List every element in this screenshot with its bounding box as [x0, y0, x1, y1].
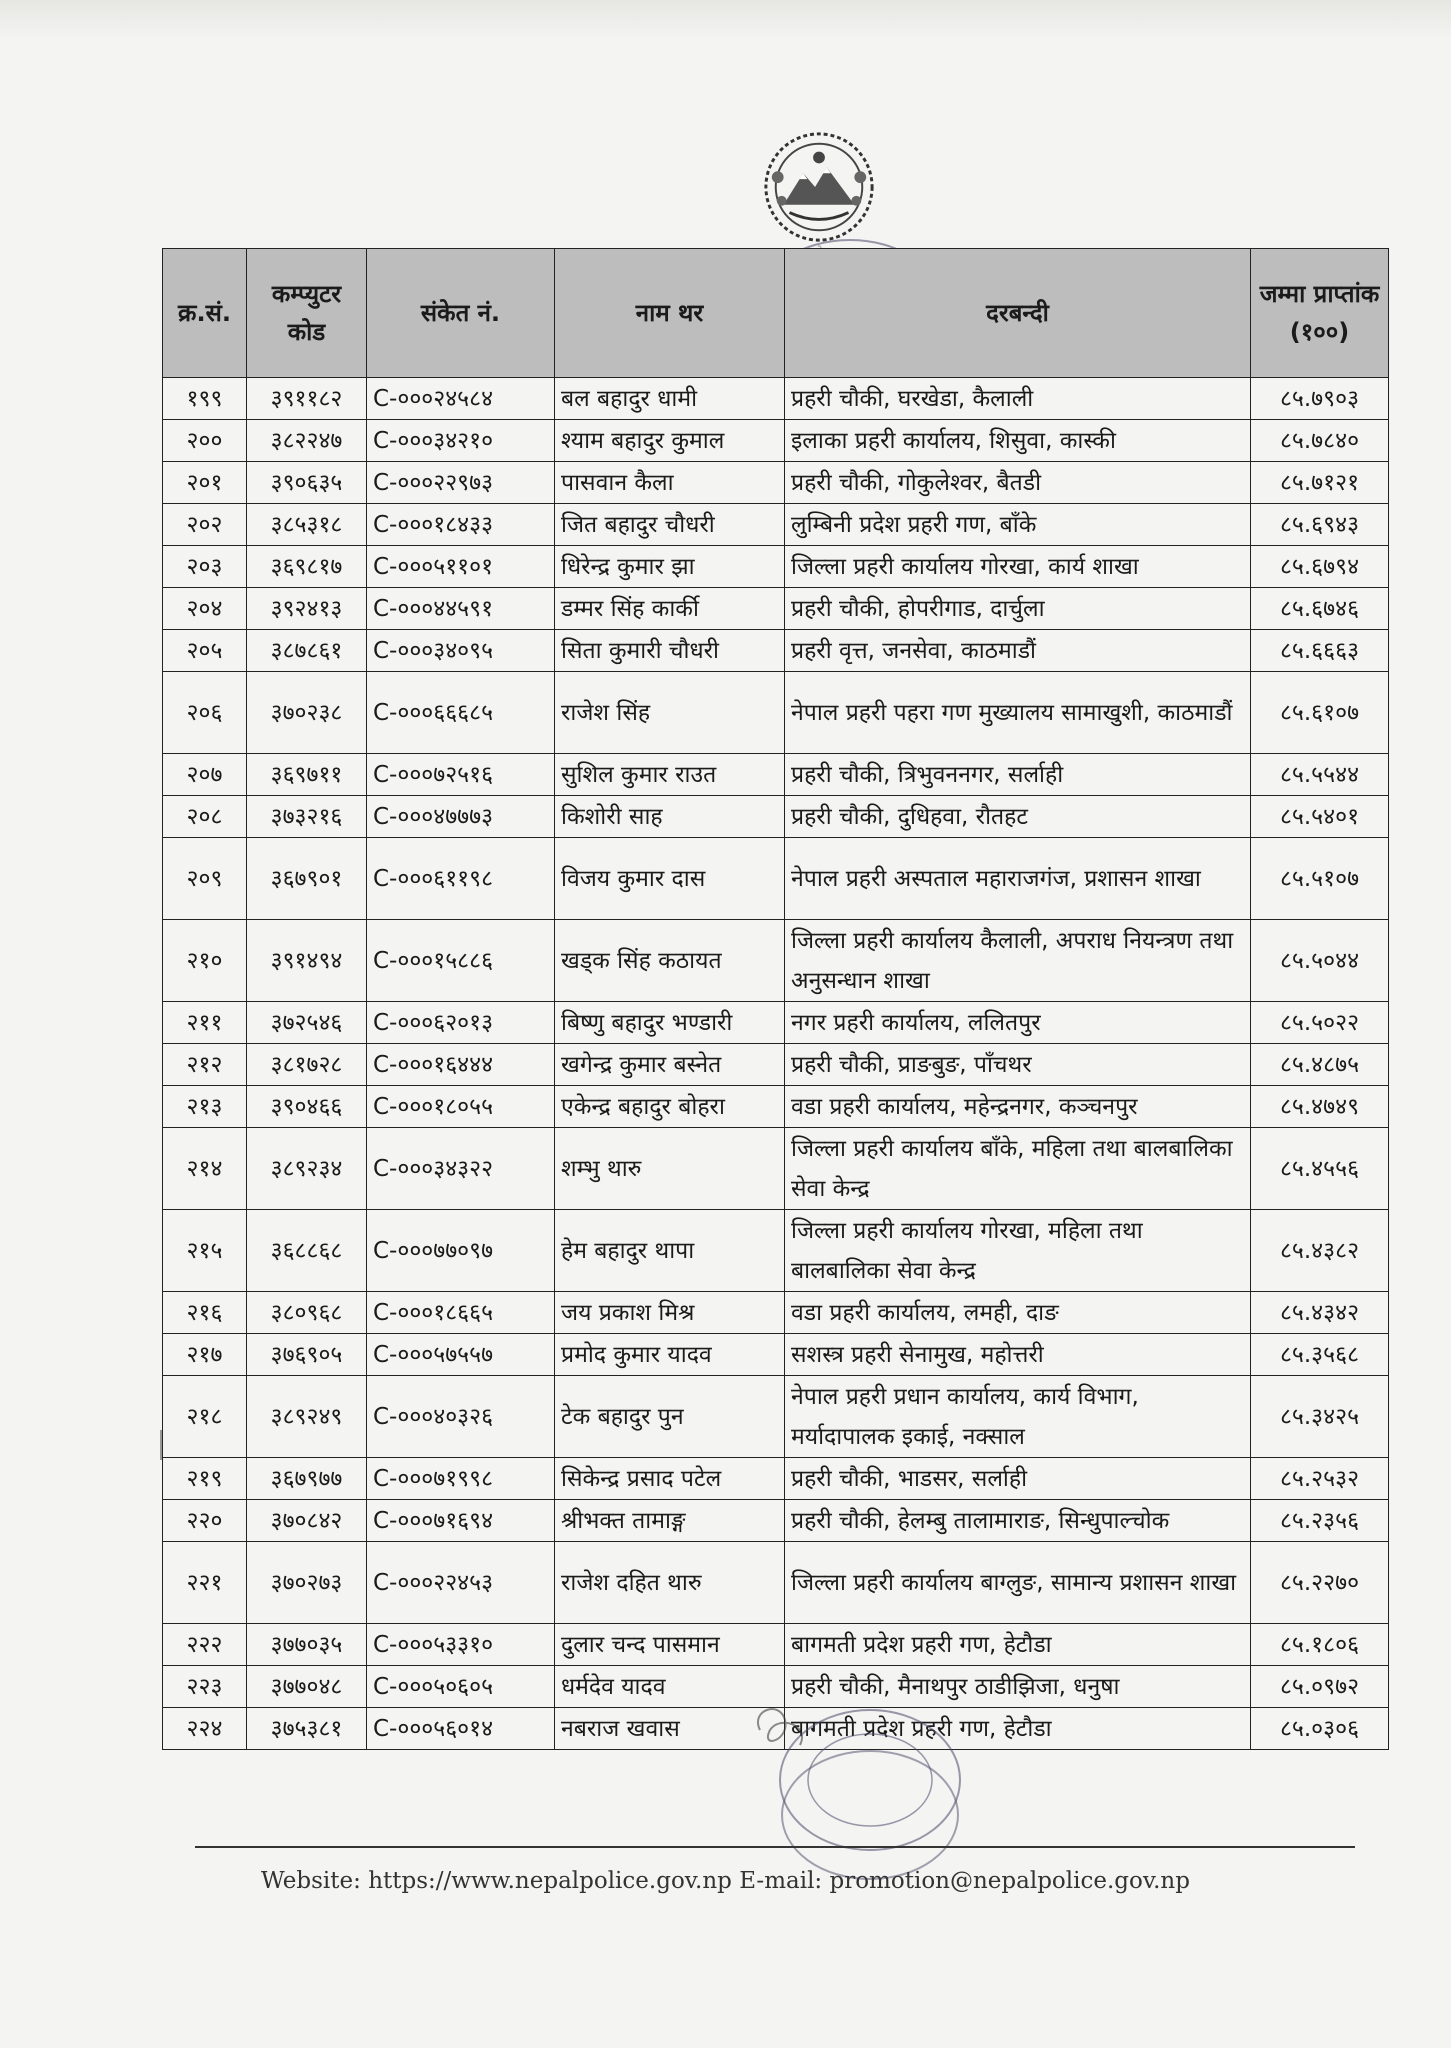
cell-total-score: ८५.४३८२: [1251, 1210, 1389, 1292]
cell-sn: २०९: [163, 838, 247, 920]
cell-symbol-no: C-०००५०६०५: [367, 1666, 555, 1708]
footer-divider: [195, 1846, 1355, 1848]
cell-total-score: ८५.५४०१: [1251, 796, 1389, 838]
cell-computer-code: ३६९८१७: [247, 546, 367, 588]
table-row: [163, 420, 1389, 462]
cell-symbol-no: C-०००४७७७३: [367, 796, 555, 838]
cell-posting: प्रहरी चौकी, दुधिहवा, रौतहट: [785, 796, 1251, 838]
cell-computer-code: ३९२४१३: [247, 588, 367, 630]
table-row: [163, 462, 1389, 504]
cell-posting: वडा प्रहरी कार्यालय, लमही, दाङ: [785, 1292, 1251, 1334]
cell-sn: २०५: [163, 630, 247, 672]
table-row: [163, 1002, 1389, 1044]
cell-name: जय प्रकाश मिश्र: [555, 1292, 785, 1334]
cell-total-score: ८५.१८०६: [1251, 1624, 1389, 1666]
cell-name: किशोरी साह: [555, 796, 785, 838]
cell-name: शम्भु थारु: [555, 1128, 785, 1210]
cell-sn: २०४: [163, 588, 247, 630]
cell-symbol-no: C-०००३४२१०: [367, 420, 555, 462]
cell-posting: जिल्ला प्रहरी कार्यालय कैलाली, अपराध नियन्त्रण तथा अनुसन्धान शाखा: [785, 920, 1251, 1002]
cell-sn: २०७: [163, 754, 247, 796]
cell-sn: २२०: [163, 1500, 247, 1542]
cell-posting: जिल्ला प्रहरी कार्यालय बाँके, महिला तथा बालबालिका सेवा केन्द्र: [785, 1128, 1251, 1210]
cell-posting: इलाका प्रहरी कार्यालय, शिसुवा, कास्की: [785, 420, 1251, 462]
page-top-edge: [0, 0, 1451, 40]
cell-sn: २२२: [163, 1624, 247, 1666]
table-row: [163, 838, 1389, 920]
cell-computer-code: ३८७८६१: [247, 630, 367, 672]
cell-computer-code: ३९११८२: [247, 378, 367, 420]
header-sn: क्र.सं.: [163, 249, 247, 378]
cell-symbol-no: C-०००७२५१६: [367, 754, 555, 796]
table-row: [163, 588, 1389, 630]
cell-posting: प्रहरी चौकी, घरखेडा, कैलाली: [785, 378, 1251, 420]
cell-name: पासवान कैला: [555, 462, 785, 504]
cell-name: बल बहादुर धामी: [555, 378, 785, 420]
cell-total-score: ८५.६७९४: [1251, 546, 1389, 588]
cell-name: राजेश दहित थारु: [555, 1542, 785, 1624]
cell-symbol-no: C-०००६६६८५: [367, 672, 555, 754]
cell-computer-code: ३७०२३८: [247, 672, 367, 754]
cell-sn: २१३: [163, 1086, 247, 1128]
cell-symbol-no: C-०००५३३१०: [367, 1624, 555, 1666]
table-row: [163, 672, 1389, 754]
cell-total-score: ८५.६७४६: [1251, 588, 1389, 630]
table-row: [163, 630, 1389, 672]
cell-posting: जिल्ला प्रहरी कार्यालय गोरखा, महिला तथा बालबालिका सेवा केन्द्र: [785, 1210, 1251, 1292]
cell-name: श्याम बहादुर कुमाल: [555, 420, 785, 462]
cell-name: हेम बहादुर थापा: [555, 1210, 785, 1292]
cell-sn: २०३: [163, 546, 247, 588]
cell-total-score: ८५.५१०७: [1251, 838, 1389, 920]
cell-posting: प्रहरी चौकी, प्राङबुङ, पाँचथर: [785, 1044, 1251, 1086]
nepal-emblem-icon: [760, 128, 878, 246]
cell-sn: २२४: [163, 1708, 247, 1750]
header-name: नाम थर: [555, 249, 785, 378]
cell-symbol-no: C-०००५११०१: [367, 546, 555, 588]
table-row: [163, 546, 1389, 588]
cell-symbol-no: C-०००५७५५७: [367, 1334, 555, 1376]
cell-sn: २०१: [163, 462, 247, 504]
cell-computer-code: ३६७९७७: [247, 1458, 367, 1500]
table-row: [163, 504, 1389, 546]
cell-sn: १९९: [163, 378, 247, 420]
cell-total-score: ८५.५०२२: [1251, 1002, 1389, 1044]
cell-posting: सशस्त्र प्रहरी सेनामुख, महोत्तरी: [785, 1334, 1251, 1376]
promotion-merit-table: [162, 248, 1389, 1750]
cell-posting: लुम्बिनी प्रदेश प्रहरी गण, बाँके: [785, 504, 1251, 546]
cell-total-score: ८५.३४२५: [1251, 1376, 1389, 1458]
cell-sn: २१२: [163, 1044, 247, 1086]
cell-symbol-no: C-०००६११९८: [367, 838, 555, 920]
cell-total-score: ८५.६६६३: [1251, 630, 1389, 672]
cell-posting: नेपाल प्रहरी पहरा गण मुख्यालय सामाखुशी, काठमाडौं: [785, 672, 1251, 754]
cell-total-score: ८५.७१२१: [1251, 462, 1389, 504]
cell-total-score: ८५.४८७५: [1251, 1044, 1389, 1086]
header-total-score: जम्मा प्राप्तांक (१००): [1251, 249, 1389, 378]
footer-contact: Website: https://www.nepalpolice.gov.np E-mail: promotion@nepalpolice.gov.np: [261, 1868, 1190, 1894]
cell-name: बिष्णु बहादुर भण्डारी: [555, 1002, 785, 1044]
cell-total-score: ८५.२५३२: [1251, 1458, 1389, 1500]
table-row: [163, 1542, 1389, 1624]
table-row: [163, 378, 1389, 420]
cell-computer-code: ३९०४६६: [247, 1086, 367, 1128]
cell-sn: २१९: [163, 1458, 247, 1500]
cell-name: खगेन्द्र कुमार बस्नेत: [555, 1044, 785, 1086]
cell-posting: जिल्ला प्रहरी कार्यालय गोरखा, कार्य शाखा: [785, 546, 1251, 588]
cell-name: टेक बहादुर पुन: [555, 1376, 785, 1458]
cell-symbol-no: C-०००१६४४४: [367, 1044, 555, 1086]
cell-sn: २००: [163, 420, 247, 462]
table-row: [163, 1500, 1389, 1542]
cell-sn: २१४: [163, 1128, 247, 1210]
header-posting: दरबन्दी: [785, 249, 1251, 378]
cell-sn: २११: [163, 1002, 247, 1044]
cell-computer-code: ३७३२१६: [247, 796, 367, 838]
cell-sn: २०६: [163, 672, 247, 754]
cell-posting: प्रहरी चौकी, हेलम्बु तालामाराङ, सिन्धुपाल्चोक: [785, 1500, 1251, 1542]
table-row: [163, 920, 1389, 1002]
cell-sn: २१७: [163, 1334, 247, 1376]
cell-name: सिकेन्द्र प्रसाद पटेल: [555, 1458, 785, 1500]
cell-symbol-no: C-०००६२०१३: [367, 1002, 555, 1044]
cell-posting: नगर प्रहरी कार्यालय, ललितपुर: [785, 1002, 1251, 1044]
cell-total-score: ८५.३५६८: [1251, 1334, 1389, 1376]
cell-computer-code: ३९०६३५: [247, 462, 367, 504]
cell-total-score: ८५.०३०६: [1251, 1708, 1389, 1750]
cell-symbol-no: C-०००७१९९८: [367, 1458, 555, 1500]
table-header-row: [163, 249, 1389, 378]
cell-symbol-no: C-०००१८६६५: [367, 1292, 555, 1334]
cell-total-score: ८५.५५४४: [1251, 754, 1389, 796]
cell-posting: प्रहरी चौकी, होपरीगाड, दार्चुला: [785, 588, 1251, 630]
cell-symbol-no: C-०००४०३२६: [367, 1376, 555, 1458]
cell-sn: २२१: [163, 1542, 247, 1624]
cell-total-score: ८५.५०४४: [1251, 920, 1389, 1002]
cell-name: सुशिल कुमार राउत: [555, 754, 785, 796]
cell-computer-code: ३६९७११: [247, 754, 367, 796]
cell-symbol-no: C-०००१८०५५: [367, 1086, 555, 1128]
cell-name: धर्मदेव यादव: [555, 1666, 785, 1708]
cell-computer-code: ३७२५४६: [247, 1002, 367, 1044]
cell-sn: २०२: [163, 504, 247, 546]
table-row: [163, 1458, 1389, 1500]
cell-computer-code: ३७७०३५: [247, 1624, 367, 1666]
cell-name: सिता कुमारी चौधरी: [555, 630, 785, 672]
table-row: [163, 1624, 1389, 1666]
cell-posting: जिल्ला प्रहरी कार्यालय बाग्लुङ, सामान्य प्रशासन शाखा: [785, 1542, 1251, 1624]
cell-name: डम्मर सिंह कार्की: [555, 588, 785, 630]
table-row: [163, 754, 1389, 796]
cell-symbol-no: C-०००५६०१४: [367, 1708, 555, 1750]
table-row: [163, 1376, 1389, 1458]
cell-computer-code: ३७७०४८: [247, 1666, 367, 1708]
cell-computer-code: ३७०२७३: [247, 1542, 367, 1624]
cell-computer-code: ३७०८४२: [247, 1500, 367, 1542]
cell-total-score: ८५.७८४०: [1251, 420, 1389, 462]
cell-symbol-no: C-०००४४५९१: [367, 588, 555, 630]
cell-name: एकेन्द्र बहादुर बोहरा: [555, 1086, 785, 1128]
cell-posting: प्रहरी चौकी, गोकुलेश्वर, बैतडी: [785, 462, 1251, 504]
cell-name: दुलार चन्द पासमान: [555, 1624, 785, 1666]
header-symbol-no: संकेत नं.: [367, 249, 555, 378]
cell-symbol-no: C-०००१५८८६: [367, 920, 555, 1002]
table-row: [163, 796, 1389, 838]
cell-symbol-no: C-०००७१६९४: [367, 1500, 555, 1542]
cell-total-score: ८५.२३५६: [1251, 1500, 1389, 1542]
cell-symbol-no: C-०००२२४५३: [367, 1542, 555, 1624]
cell-computer-code: ३८९२४९: [247, 1376, 367, 1458]
cell-symbol-no: C-०००२२९७३: [367, 462, 555, 504]
table-row: [163, 1292, 1389, 1334]
cell-sn: २१०: [163, 920, 247, 1002]
table-row: [163, 1128, 1389, 1210]
cell-posting: प्रहरी चौकी, त्रिभुवननगर, सर्लाही: [785, 754, 1251, 796]
cell-computer-code: ३८१७२८: [247, 1044, 367, 1086]
cell-computer-code: ३६८८६८: [247, 1210, 367, 1292]
cell-name: प्रमोद कुमार यादव: [555, 1334, 785, 1376]
cell-symbol-no: C-०००१८४३३: [367, 504, 555, 546]
cell-posting: प्रहरी वृत्त, जनसेवा, काठमाडौं: [785, 630, 1251, 672]
cell-symbol-no: C-०००३४३२२: [367, 1128, 555, 1210]
cell-total-score: ८५.०९७२: [1251, 1666, 1389, 1708]
cell-symbol-no: C-०००७७०९७: [367, 1210, 555, 1292]
table-row: [163, 1044, 1389, 1086]
cell-posting: वडा प्रहरी कार्यालय, महेन्द्रनगर, कञ्चनपुर: [785, 1086, 1251, 1128]
cell-total-score: ८५.६९४३: [1251, 504, 1389, 546]
cell-computer-code: ३७६९०५: [247, 1334, 367, 1376]
cell-total-score: ८५.२२७०: [1251, 1542, 1389, 1624]
table-row: [163, 1086, 1389, 1128]
cell-name: राजेश सिंह: [555, 672, 785, 754]
table-row: [163, 1210, 1389, 1292]
cell-total-score: ८५.४७४९: [1251, 1086, 1389, 1128]
cell-computer-code: ३८९२३४: [247, 1128, 367, 1210]
cell-computer-code: ३६७९०१: [247, 838, 367, 920]
cell-name: जित बहादुर चौधरी: [555, 504, 785, 546]
cell-sn: २१५: [163, 1210, 247, 1292]
cell-computer-code: ३८५३१८: [247, 504, 367, 546]
header-computer-code: कम्प्युटर कोड: [247, 249, 367, 378]
cell-name: धिरेन्द्र कुमार झा: [555, 546, 785, 588]
cell-posting: प्रहरी चौकी, भाडसर, सर्लाही: [785, 1458, 1251, 1500]
cell-name: विजय कुमार दास: [555, 838, 785, 920]
cell-sn: २१८: [163, 1376, 247, 1458]
cell-symbol-no: C-०००२४५८४: [367, 378, 555, 420]
cell-computer-code: ३८२२४७: [247, 420, 367, 462]
cell-sn: २१६: [163, 1292, 247, 1334]
cell-total-score: ८५.६१०७: [1251, 672, 1389, 754]
cell-name: नबराज खवास: [555, 1708, 785, 1750]
cell-posting: नेपाल प्रहरी अस्पताल महाराजगंज, प्रशासन शाखा: [785, 838, 1251, 920]
cell-posting: प्रहरी चौकी, मैनाथपुर ठाडीझिजा, धनुषा: [785, 1666, 1251, 1708]
cell-total-score: ८५.४३४२: [1251, 1292, 1389, 1334]
table-row: [163, 1334, 1389, 1376]
cell-computer-code: ३७५३८१: [247, 1708, 367, 1750]
cell-computer-code: ३८०९६८: [247, 1292, 367, 1334]
cell-sn: २२३: [163, 1666, 247, 1708]
cell-total-score: ८५.७९०३: [1251, 378, 1389, 420]
cell-computer-code: ३९१४९४: [247, 920, 367, 1002]
cell-posting: बागमती प्रदेश प्रहरी गण, हेटौडा: [785, 1708, 1251, 1750]
cell-name: श्रीभक्त तामाङ्ग: [555, 1500, 785, 1542]
cell-posting: बागमती प्रदेश प्रहरी गण, हेटौडा: [785, 1624, 1251, 1666]
cell-name: खड्क सिंह कठायत: [555, 920, 785, 1002]
cell-total-score: ८५.४५५६: [1251, 1128, 1389, 1210]
cell-posting: नेपाल प्रहरी प्रधान कार्यालय, कार्य विभाग, मर्यादापालक इकाई, नक्साल: [785, 1376, 1251, 1458]
cell-symbol-no: C-०००३४०९५: [367, 630, 555, 672]
cell-sn: २०८: [163, 796, 247, 838]
